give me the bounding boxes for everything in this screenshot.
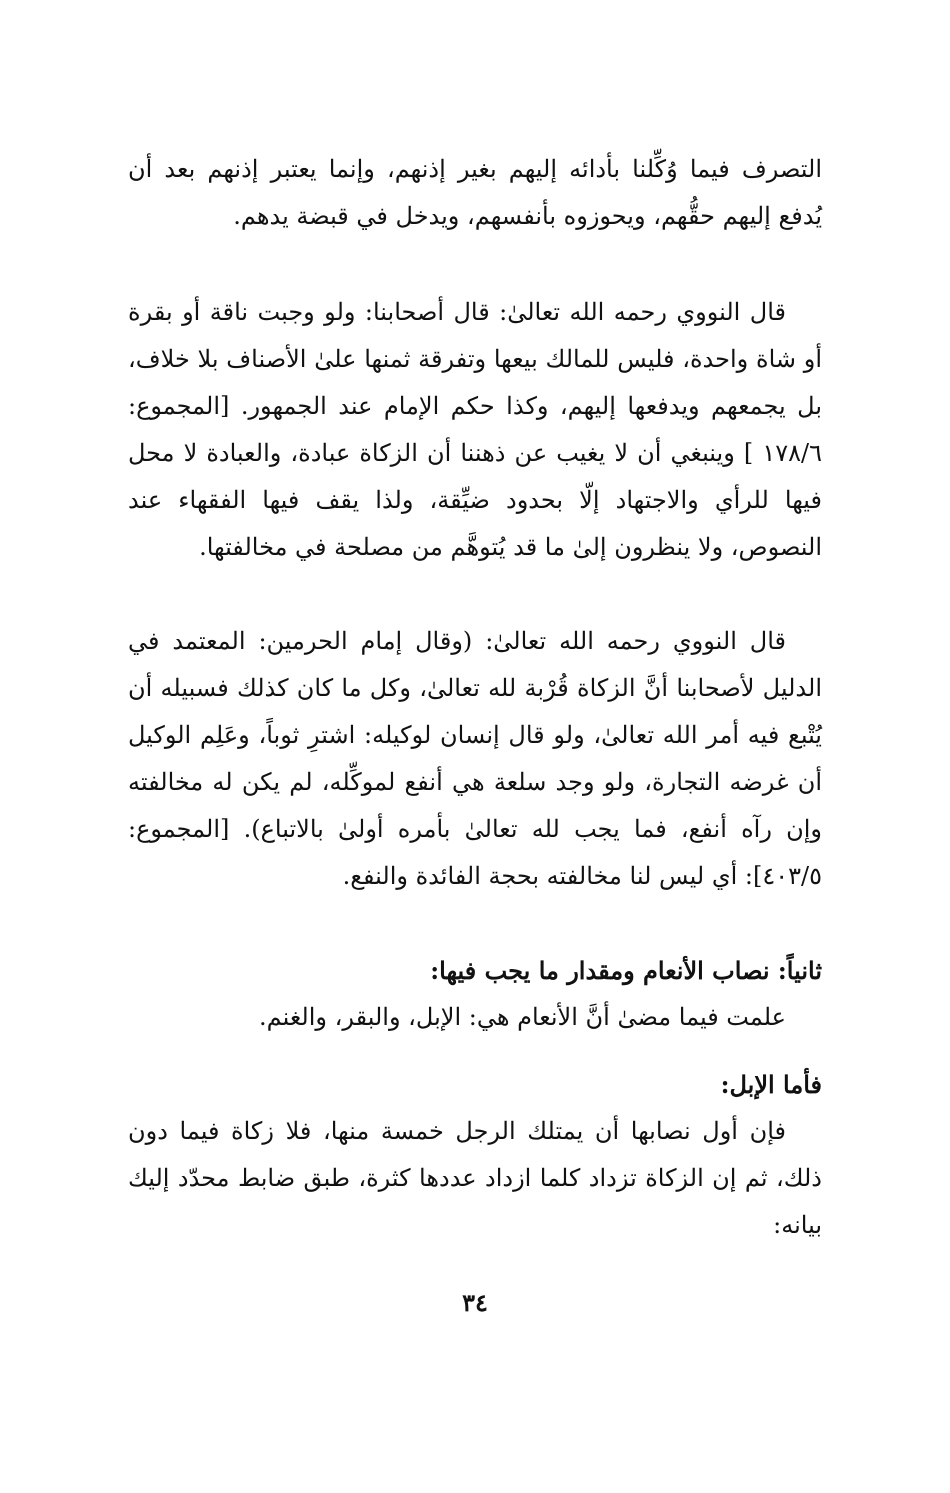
page-number: ٣٤ [462, 1288, 488, 1317]
paragraph-continued: التصرف فيما وُكِّلنا بأدائه إليهم بغير إذنهم، وإنما يعتبر إذنهم بعد أن يُدفع إليهم حقُّهم، ويحوزوه بأنفسهم، ويدخل في قبضة يدهم. [128, 155, 822, 230]
section-heading-livestock-nisab: ثانياً: نصاب الأنعام ومقدار ما يجب فيها: [430, 956, 822, 985]
subheading-camels: فأما الإبل: [720, 1070, 822, 1099]
paragraph-nawawi-livestock: قال النووي رحمه الله تعالىٰ: قال أصحابنا: ولو وجبت ناقة أو بقرة أو شاة واحدة، فليس للمالك بيعها وتفرقة ثمنها علىٰ الأصناف بلا خلاف، بل يجمعهم ويدفعها إليهم، وكذا حكم الإمام عند الجمهور. [المجموع: ١٧٨/٦ ] وينبغي أن لا يغيب عن ذهننا أن الزكاة عبادة، والعبادة لا محل فيها للرأي والاجتهاد إلّا بحدود ضيِّقة، ولذا يقف فيها الفقهاء عند النصوص، ولا ينظرون إلىٰ ما قد يُتوهَّم من مصلحة في مخالفتها. [128, 298, 822, 561]
paragraph-imam-haramayn: قال النووي رحمه الله تعالىٰ: (وقال إمام الحرمين: المعتمد في الدليل لأصحابنا أنَّ الزكاة قُرْبة لله تعالىٰ، وكل ما كان كذلك فسبيله أن يُتْبع فيه أمر الله تعالىٰ، ولو قال إنسان لوكيله: اشترِ ثوباً، وعَلِم الوكيل أن غرضه التجارة، ولو وجد سلعة هي أنفع لموكِّله، لم يكن له مخالفته وإن رآه أنفع، فما يجب لله تعالىٰ بأمره أولىٰ بالاتباع). [المجموع: ٤٠٣/٥]: أي ليس لنا مخالفته بحجة الفائدة والنفع. [128, 627, 822, 890]
paragraph-camel-nisab: فإن أول نصابها أن يمتلك الرجل خمسة منها، فلا زكاة فيما دون ذلك، ثم إن الزكاة تزداد كلما ازداد عددها كثرة، طبق ضابط محدّد إليك بيانه: [128, 1117, 822, 1239]
page-body [128, 146, 822, 1249]
paragraph-livestock-types: علمت فيما مضىٰ أنَّ الأنعام هي: الإبل، والبقر، والغنم. [258, 1003, 786, 1031]
